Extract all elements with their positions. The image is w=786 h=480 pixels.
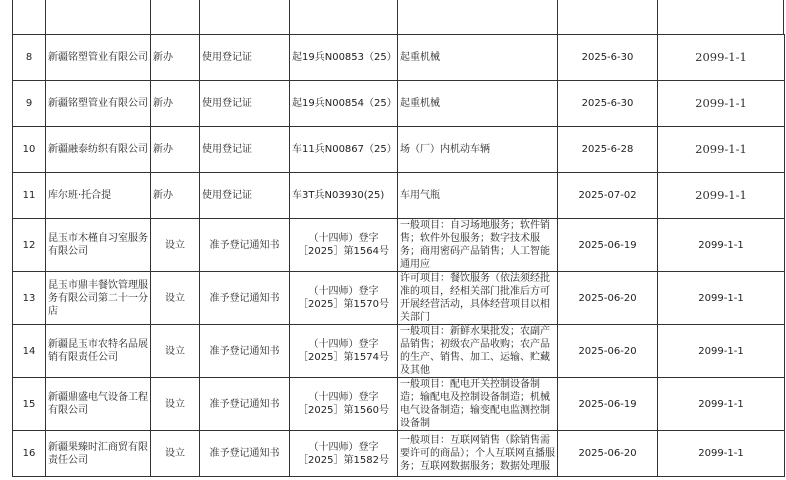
scope-text: 车用气瓶 bbox=[398, 173, 558, 219]
scope-text-content: 一般项目：互联网销售（除销售需要许可的商品）；个人互联网直播服务；互联网数据服务；数据处理服 bbox=[400, 435, 555, 472]
document-type: 使用登记证 bbox=[200, 81, 290, 127]
scope-text bbox=[398, 325, 558, 378]
document-number: 车11兵N00867（25） bbox=[290, 127, 398, 173]
row-number: 13 bbox=[13, 272, 46, 325]
scope-text bbox=[398, 378, 558, 431]
scope-text bbox=[398, 272, 558, 325]
document-type: 准予登记通知书 bbox=[200, 325, 290, 378]
row-number: 11 bbox=[13, 173, 46, 219]
table-row bbox=[13, 127, 785, 173]
row-number: 9 bbox=[13, 81, 46, 127]
row-number: 8 bbox=[13, 35, 46, 81]
scope-text: 起重机械 bbox=[398, 81, 558, 127]
action-type: 设立 bbox=[151, 219, 200, 272]
issue-date: 2025-6-28 bbox=[558, 127, 658, 173]
scope-text bbox=[398, 431, 558, 477]
registration-table bbox=[12, 34, 785, 477]
document-number: （十四师）登字［2025］第1564号 bbox=[290, 219, 398, 272]
issue-date: 2025-06-20 bbox=[558, 431, 658, 477]
entity-name: 昆玉市鼎丰餐饮管理服务有限公司第二十一分店 bbox=[46, 272, 151, 325]
action-type: 新办 bbox=[151, 127, 200, 173]
action-type: 设立 bbox=[151, 272, 200, 325]
document-number: （十四师）登字［2025］第1570号 bbox=[290, 272, 398, 325]
entity-name: 新疆铭塑管业有限公司 bbox=[46, 35, 151, 81]
table-row bbox=[13, 431, 785, 477]
document-number: 车3T兵N03930(25) bbox=[290, 173, 398, 219]
row-number: 15 bbox=[13, 378, 46, 431]
expiry-date: 2099-1-1 bbox=[658, 325, 785, 378]
entity-name: 新疆果臻时汇商贸有限责任公司 bbox=[46, 431, 151, 477]
document-number: 起19兵N00853（25） bbox=[290, 35, 398, 81]
row-number: 14 bbox=[13, 325, 46, 378]
entity-name: 库尔班·托合提 bbox=[46, 173, 151, 219]
scope-text: 起重机械 bbox=[398, 35, 558, 81]
action-type: 设立 bbox=[151, 431, 200, 477]
entity-name: 昆玉市木槿自习室服务有限公司 bbox=[46, 219, 151, 272]
expiry-date: 2099-1-1 bbox=[658, 127, 785, 173]
issue-date: 2025-06-19 bbox=[558, 219, 658, 272]
scope-text-content: 许可项目：餐饮服务（依法须经批准的项目，经相关部门批准后方可开展经营活动，具体经营项目以相关部门 bbox=[400, 273, 550, 323]
expiry-date: 2099-1-1 bbox=[658, 81, 785, 127]
action-type: 设立 bbox=[151, 325, 200, 378]
issue-date: 2025-06-20 bbox=[558, 325, 658, 378]
expiry-date: 2099-1-1 bbox=[658, 35, 785, 81]
expiry-date: 2099-1-1 bbox=[658, 431, 785, 477]
registration-table-section bbox=[12, 34, 784, 472]
document-type: 使用登记证 bbox=[200, 35, 290, 81]
scope-text-content: 一般项目：新鲜水果批发；农副产品销售；初级农产品收购；农产品的生产、销售、加工、运输、贮藏及其他 bbox=[400, 326, 550, 376]
table-row bbox=[13, 219, 785, 272]
scope-text-content: 一般项目：自习场地服务；软件销售；软件外包服务；数字技术服务；商用密码产品销售；人工智能通用应 bbox=[400, 220, 550, 270]
document-type: 准予登记通知书 bbox=[200, 219, 290, 272]
issue-date: 2025-06-19 bbox=[558, 378, 658, 431]
expiry-date: 2099-1-1 bbox=[658, 272, 785, 325]
document-type: 准予登记通知书 bbox=[200, 272, 290, 325]
action-type: 新办 bbox=[151, 81, 200, 127]
table-row bbox=[13, 81, 785, 127]
issue-date: 2025-06-20 bbox=[558, 272, 658, 325]
table-row bbox=[13, 173, 785, 219]
previous-page-rule bbox=[12, 0, 784, 34]
entity-name: 新疆昆玉市农特名品展销有限责任公司 bbox=[46, 325, 151, 378]
row-number: 12 bbox=[13, 219, 46, 272]
document-number: （十四师）登字［2025］第1560号 bbox=[290, 378, 398, 431]
issue-date: 2025-6-30 bbox=[558, 35, 658, 81]
entity-name: 新疆鼎盛电气设备工程有限公司 bbox=[46, 378, 151, 431]
document-type: 准予登记通知书 bbox=[200, 431, 290, 477]
table-row bbox=[13, 378, 785, 431]
table-row bbox=[13, 35, 785, 81]
table-row bbox=[13, 325, 785, 378]
expiry-date: 2099-1-1 bbox=[658, 173, 785, 219]
document-type: 准予登记通知书 bbox=[200, 378, 290, 431]
table-row bbox=[13, 272, 785, 325]
action-type: 设立 bbox=[151, 378, 200, 431]
row-number: 16 bbox=[13, 431, 46, 477]
issue-date: 2025-07-02 bbox=[558, 173, 658, 219]
expiry-date: 2099-1-1 bbox=[658, 219, 785, 272]
entity-name: 新疆铭塑管业有限公司 bbox=[46, 81, 151, 127]
action-type: 新办 bbox=[151, 173, 200, 219]
scope-text-content: 一般项目：配电开关控制设备制造；输配电及控制设备制造；机械电气设备制造；输变配电监测控制设备制 bbox=[400, 379, 550, 429]
scope-text: 场（厂）内机动车辆 bbox=[398, 127, 558, 173]
document-type: 使用登记证 bbox=[200, 173, 290, 219]
document-number: （十四师）登字［2025］第1574号 bbox=[290, 325, 398, 378]
row-number: 10 bbox=[13, 127, 46, 173]
expiry-date: 2099-1-1 bbox=[658, 378, 785, 431]
document-type: 使用登记证 bbox=[200, 127, 290, 173]
entity-name: 新疆融泰纺织有限公司 bbox=[46, 127, 151, 173]
issue-date: 2025-6-30 bbox=[558, 81, 658, 127]
document-number: 起19兵N00854（25） bbox=[290, 81, 398, 127]
action-type: 新办 bbox=[151, 35, 200, 81]
scope-text bbox=[398, 219, 558, 272]
document-number: （十四师）登字［2025］第1582号 bbox=[290, 431, 398, 477]
